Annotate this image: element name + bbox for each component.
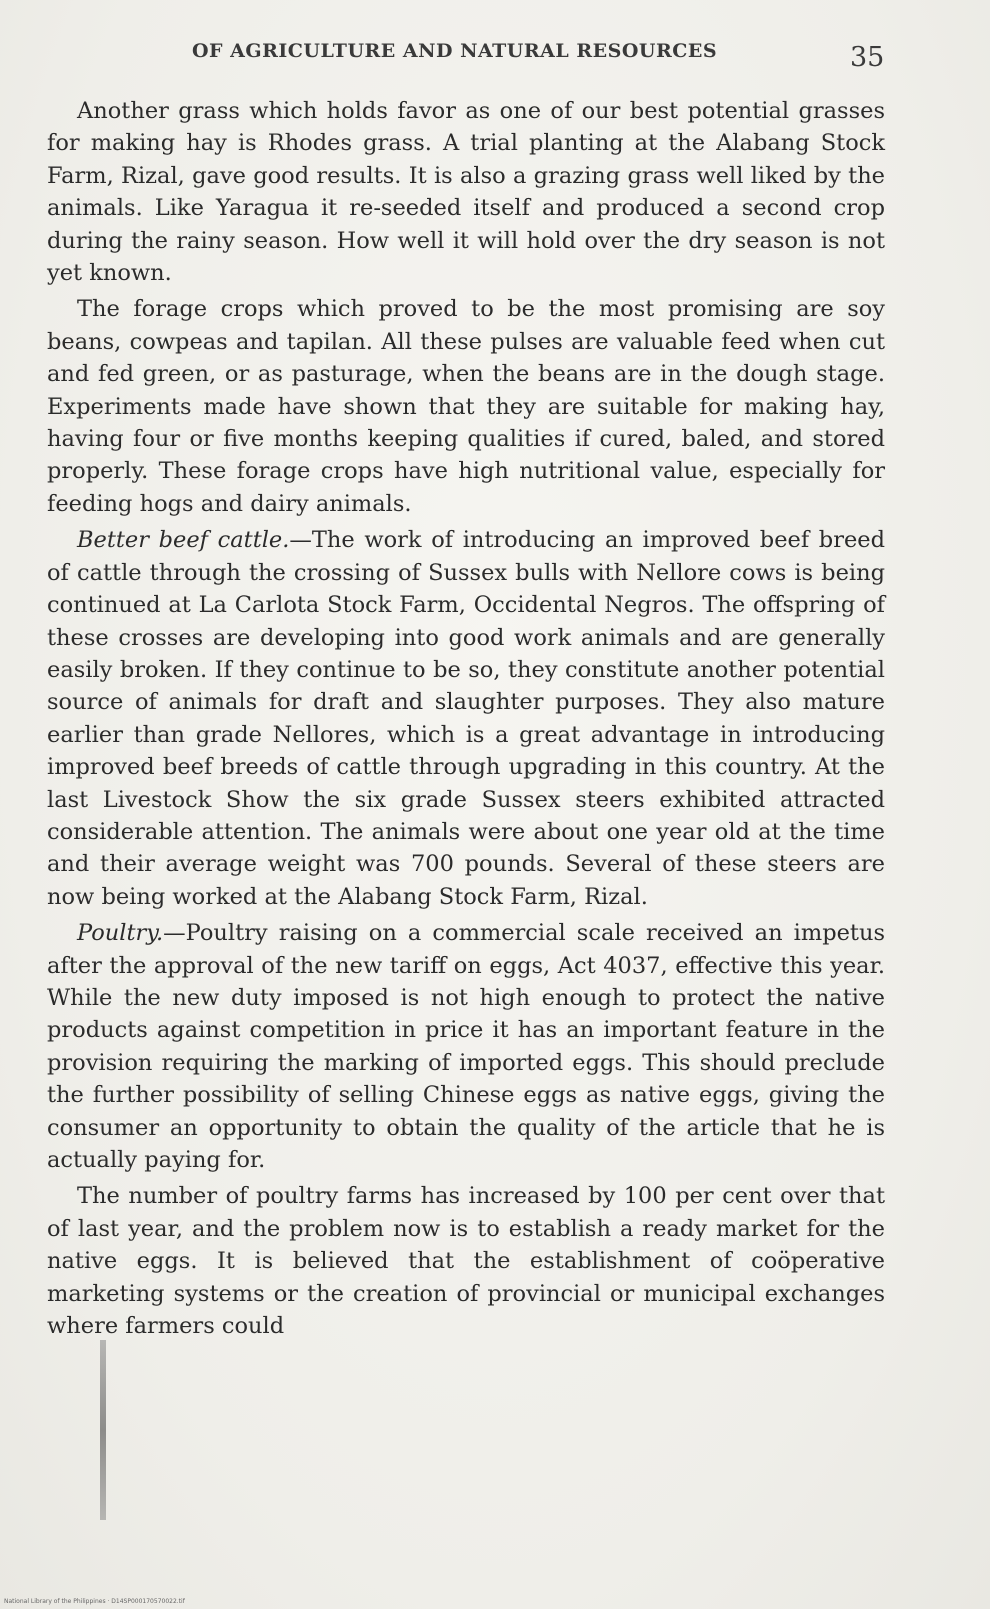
- body-text: [47, 95, 885, 1346]
- paragraph-poultry-text: —Poultry raising on a commercial scale received an impetus after the approval of the new tariff on eggs, Act 4037, effective this year. While the new duty imposed is not high enough to protect the native products against competition in price it has an important feature in the provision requiring the marking of imported eggs. This should preclude the further possibility of selling Chinese eggs as native eggs, giving the consumer an opportunity to obtain the quality of the article that he is actually paying for.: [47, 920, 885, 1173]
- binding-shadow: [100, 1340, 106, 1520]
- paragraph-poultry: [47, 917, 885, 1176]
- running-head: OF AGRICULTURE AND NATURAL RESOURCES: [192, 40, 718, 62]
- section-heading-beef-cattle: Better beef cattle.: [77, 527, 290, 554]
- paragraph-beef-cattle-text: —The work of introducing an improved beef breed of cattle through the crossing of Sussex bulls with Nellore cows is being continued at La Carlota Stock Farm, Occidental Negros. The offspring of these crosses are developing into good work animals and are generally easily broken. If they continue to be so, they constitute another potential source of animals for draft and slaughter purposes. They also mature earlier than grade Nellores, which is a great advantage in introducing improved beef breeds of cattle through upgrading in this country. At the last Livestock Show the six grade Sussex steers exhibited attracted considerable attention. The animals were about one year old at the time and their average weight was 700 pounds. Several of these steers are now being worked at the Alabang Stock Farm, Rizal.: [47, 527, 885, 910]
- paragraph-beef-cattle: [47, 524, 885, 913]
- paragraph-rhodes-grass: Another grass which holds favor as one of our best potential grasses for making hay is Rhodes grass. A trial planting at the Alabang Stock Farm, Rizal, gave good results. It is also a grazing grass well liked by the animals. Like Yaragua it re-seeded itself and produced a second crop during the rainy season. How well it will hold over the dry season is not yet known.: [47, 98, 885, 287]
- paragraph-forage-crops: The forage crops which proved to be the most promising are soy beans, cowpeas and tapilan. All these pulses are valuable feed when cut and fed green, or as pasturage, when the beans are in the dough stage. Experiments made have shown that they are suitable for making hay, having four or five months keeping qualities if cured, baled, and stored properly. These forage crops have high nutritional value, especially for feeding hogs and dairy animals.: [47, 296, 885, 517]
- page-number: 35: [850, 42, 885, 73]
- scan-footer-credit: National Library of the Philippines · D14SP000170570022.tif: [4, 1598, 185, 1605]
- paragraph-poultry-farms: The number of poultry farms has increased by 100 per cent over that of last year, and the problem now is to establish a ready market for the native eggs. It is believed that the establishment of coöperative marketing systems or the creation of provincial or municipal exchanges where farmers could: [47, 1183, 885, 1340]
- section-heading-poultry: Poultry.: [77, 920, 164, 947]
